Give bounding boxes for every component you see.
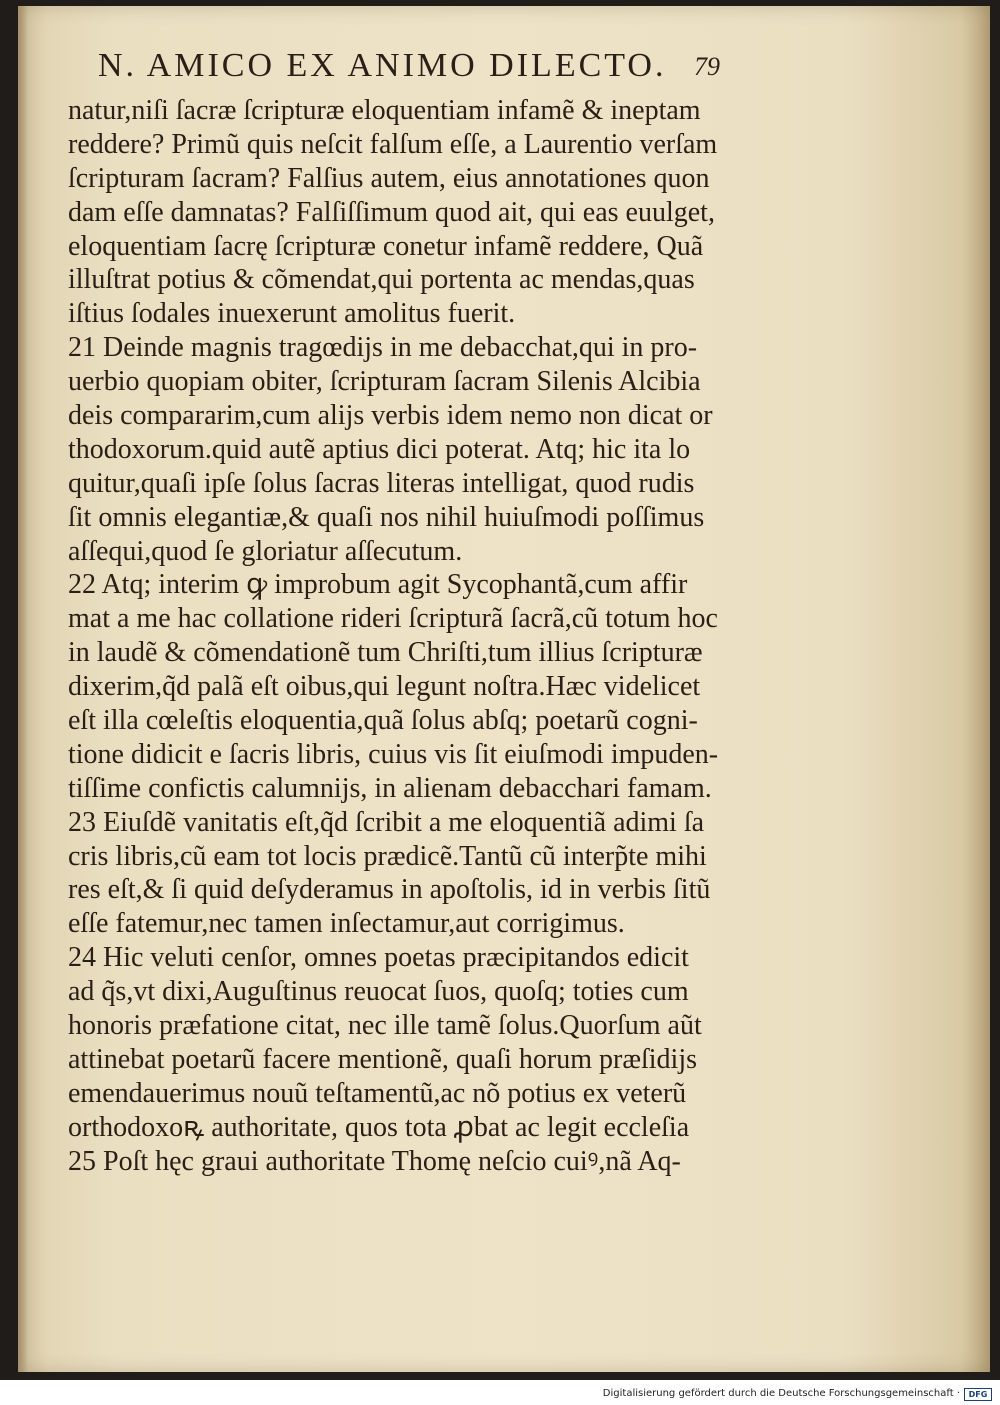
text-line: dam eſſe damnatas? Falſiſſimum quod ait, qui eas euulget, bbox=[68, 196, 715, 228]
text-line: tiſſime confictis calumnijs, in alienam debacchari famam. bbox=[68, 772, 712, 804]
text-line: reddere? Primũ quis neſcit falſum eſſe, a Laurentio verſam bbox=[68, 128, 718, 160]
text-line: quitur,quaſi ipſe ſolus ſacras literas intelligat, quod rudis bbox=[68, 467, 695, 499]
text-line: emendauerimus nouũ teſtamentũ,ac nõ potius ex veterũ bbox=[68, 1077, 687, 1109]
text-line: attinebat poetarũ facere mentionẽ, quaſi horum præſidijs bbox=[68, 1043, 698, 1075]
text-line: 23 Eiuſdẽ vanitatis eſt,q̃d ſcribit a me eloquentiã adimi ſa bbox=[68, 806, 705, 838]
digitization-credit-bar bbox=[0, 1385, 1000, 1405]
text-line: aſſequi,quod ſe gloriatur aſſecutum. bbox=[68, 535, 463, 567]
text-line: illuſtrat potius & cõmendat,qui portenta ac mendas,quas bbox=[68, 264, 695, 296]
text-line: eloquentiam ſacrę ſcripturæ conetur infamẽ reddere, Quã bbox=[68, 230, 704, 262]
text-line: cris libris,cũ eam tot locis prædicẽ.Tantũ cũ interp̃te mihi bbox=[68, 840, 707, 872]
running-head: N. AMICO EX ANIMO DILECTO. bbox=[98, 47, 667, 84]
text-line: res eſt,& ſi quid deſyderamus in apoſtolis, id in verbis ſitũ bbox=[68, 874, 711, 906]
text-line: 24 Hic veluti cenſor, omnes poetas præcipitandos edicit bbox=[68, 942, 689, 974]
text-line: thodoxorum.quid autẽ aptius dici poterat. Atq; hic ita lo bbox=[68, 433, 691, 465]
text-line: ſcripturam ſacram? Falſius autem, eius annotationes quon bbox=[68, 162, 710, 194]
text-line: ſit omnis elegantiæ,& quaſi nos nihil huiuſmodi poſſimus bbox=[68, 501, 705, 533]
text-line: ad q̃s,vt dixi,Auguſtinus reuocat ſuos, quoſq; toties cum bbox=[68, 976, 689, 1008]
credit-text: Digitalisierung gefördert durch die Deutsche Forschungsgemeinschaft · bbox=[602, 1388, 960, 1399]
text-line: tione didicit e ſacris libris, cuius vis ſit eiuſmodi impuden- bbox=[68, 738, 719, 770]
text-line: iſtius ſodales inuexerunt amolitus fuerit. bbox=[68, 298, 516, 330]
text-line: honoris præfatione citat, nec ille tamẽ ſolus.Quorſum aũt bbox=[68, 1010, 702, 1042]
text-line: 22 Atq; interim ꝙ improbum agit Sycophantã,cum affir bbox=[68, 569, 688, 601]
page-gutter-edge bbox=[18, 6, 28, 1372]
body-text bbox=[68, 94, 788, 1179]
text-line: orthodoxoꝶ authoritate, quos tota ꝓbat ac legit eccleſia bbox=[68, 1111, 690, 1143]
text-line: mat a me hac collatione rideri ſcripturã ſacrã,cũ totum hoc bbox=[68, 603, 718, 635]
text-line: deis compararim,cum alijs verbis idem nemo non dicat or bbox=[68, 400, 713, 432]
book-page bbox=[18, 6, 990, 1372]
text-line: 25 Poſt hęc graui authoritate Thomę neſcio cuiꝰ,nã Aq- bbox=[68, 1145, 681, 1177]
text-line: natur,niſi ſacræ ſcripturæ eloquentiam infamẽ & ineptam bbox=[68, 95, 701, 126]
text-line: dixerim,q̃d palã eſt oibus,qui legunt noſtra.Hæc videlicet bbox=[68, 671, 701, 703]
text-line: eſſe fatemur,nec tamen inſectamur,aut corrigimus. bbox=[68, 908, 625, 940]
page-number: 79 bbox=[694, 52, 720, 81]
text-line: in laudẽ & cõmendationẽ tum Chriſti,tum illius ſcripturæ bbox=[68, 637, 703, 669]
text-line: uerbio quopiam obiter, ſcripturam ſacram Silenis Alcibia bbox=[68, 366, 701, 398]
text-line: 21 Deinde magnis tragœdijs in me debacchat,qui in pro- bbox=[68, 332, 698, 364]
text-line: eſt illa cœleſtis eloquentia,quã ſolus abſq; poetarũ cogni- bbox=[68, 705, 698, 737]
dfg-logo: DFG bbox=[964, 1388, 992, 1401]
